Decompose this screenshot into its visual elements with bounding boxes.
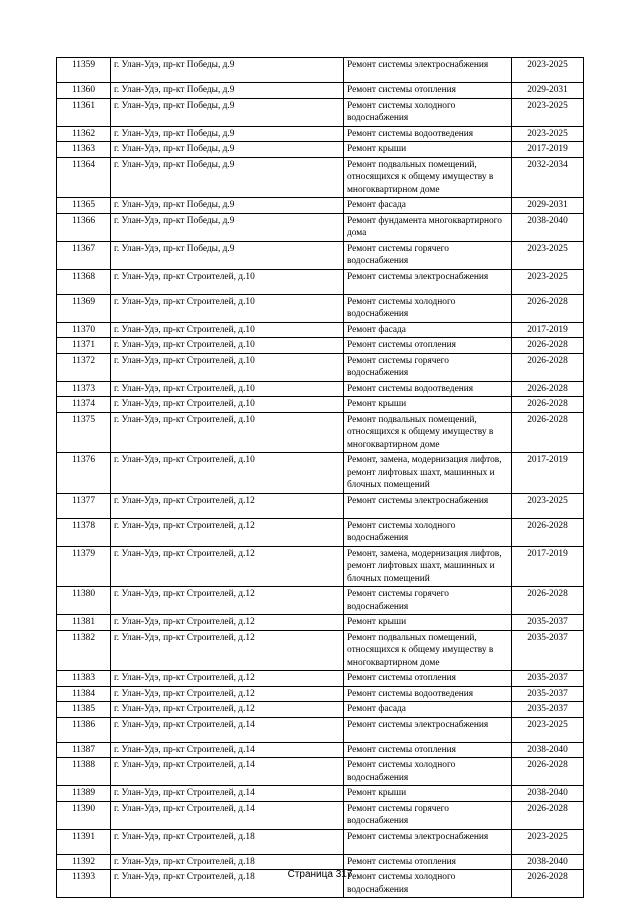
row-id: 11391 — [57, 829, 111, 854]
row-id: 11389 — [57, 786, 111, 802]
row-work-type: Ремонт крыши — [344, 786, 512, 802]
row-address: г. Улан-Удэ, пр-кт Строителей, д.18 — [111, 854, 344, 870]
table-row — [57, 829, 584, 854]
row-address: г. Улан-Удэ, пр-кт Строителей, д.12 — [111, 702, 344, 718]
table-row — [57, 83, 584, 99]
table-body — [57, 58, 584, 898]
row-address: г. Улан-Удэ, пр-кт Строителей, д.14 — [111, 742, 344, 758]
row-years: 2029-2031 — [512, 198, 584, 214]
row-address: г. Улан-Удэ, пр-кт Победы, д.9 — [111, 157, 344, 198]
row-id: 11390 — [57, 801, 111, 829]
row-work-type: Ремонт системы электроснабжения — [344, 269, 512, 294]
row-years: 2023-2025 — [512, 126, 584, 142]
table-row — [57, 397, 584, 413]
row-work-type: Ремонт фасада — [344, 198, 512, 214]
row-address: г. Улан-Удэ, пр-кт Строителей, д.12 — [111, 587, 344, 615]
table-row — [57, 241, 584, 269]
table-row — [57, 546, 584, 587]
row-address: г. Улан-Удэ, пр-кт Строителей, д.12 — [111, 518, 344, 546]
row-years: 2026-2028 — [512, 518, 584, 546]
table-row — [57, 615, 584, 631]
row-address: г. Улан-Удэ, пр-кт Строителей, д.10 — [111, 381, 344, 397]
row-work-type: Ремонт системы отопления — [344, 854, 512, 870]
row-years: 2032-2034 — [512, 157, 584, 198]
row-address: г. Улан-Удэ, пр-кт Победы, д.9 — [111, 58, 344, 83]
row-years: 2023-2025 — [512, 717, 584, 742]
table-row — [57, 453, 584, 494]
row-years: 2038-2040 — [512, 854, 584, 870]
row-id: 11392 — [57, 854, 111, 870]
table-row — [57, 142, 584, 158]
row-id: 11373 — [57, 381, 111, 397]
table-row — [57, 126, 584, 142]
row-id: 11376 — [57, 453, 111, 494]
row-years: 2038-2040 — [512, 213, 584, 241]
row-id: 11382 — [57, 630, 111, 671]
row-work-type: Ремонт системы холодного водоснабжения — [344, 294, 512, 322]
row-id: 11372 — [57, 353, 111, 381]
row-work-type: Ремонт системы электроснабжения — [344, 493, 512, 518]
row-address: г. Улан-Удэ, пр-кт Победы, д.9 — [111, 83, 344, 99]
repair-schedule-table — [56, 57, 584, 898]
row-id: 11375 — [57, 412, 111, 453]
row-years: 2023-2025 — [512, 269, 584, 294]
row-work-type: Ремонт системы электроснабжения — [344, 829, 512, 854]
row-id: 11365 — [57, 198, 111, 214]
row-id: 11374 — [57, 397, 111, 413]
row-id: 11371 — [57, 338, 111, 354]
row-years: 2017-2019 — [512, 453, 584, 494]
row-id: 11379 — [57, 546, 111, 587]
table-row — [57, 213, 584, 241]
row-id: 11370 — [57, 322, 111, 338]
row-work-type: Ремонт системы отопления — [344, 83, 512, 99]
table-row — [57, 671, 584, 687]
row-work-type: Ремонт подвальных помещений, относящихся к общему имуществу в многоквартирном доме — [344, 157, 512, 198]
row-address: г. Улан-Удэ, пр-кт Строителей, д.14 — [111, 758, 344, 786]
row-address: г. Улан-Удэ, пр-кт Строителей, д.10 — [111, 338, 344, 354]
row-id: 11388 — [57, 758, 111, 786]
table-row — [57, 786, 584, 802]
row-years: 2035-2037 — [512, 630, 584, 671]
row-address: г. Улан-Удэ, пр-кт Строителей, д.14 — [111, 786, 344, 802]
row-work-type: Ремонт крыши — [344, 142, 512, 158]
row-years: 2026-2028 — [512, 381, 584, 397]
row-work-type: Ремонт системы холодного водоснабжения — [344, 518, 512, 546]
row-id: 11381 — [57, 615, 111, 631]
table-row — [57, 742, 584, 758]
table-row — [57, 338, 584, 354]
row-id: 11378 — [57, 518, 111, 546]
row-id: 11368 — [57, 269, 111, 294]
row-work-type: Ремонт системы водоотведения — [344, 381, 512, 397]
row-work-type: Ремонт, замена, модернизация лифтов, ремонт лифтовых шахт, машинных и блочных помещений — [344, 453, 512, 494]
row-years: 2023-2025 — [512, 241, 584, 269]
table-row — [57, 157, 584, 198]
table-row — [57, 269, 584, 294]
table-row — [57, 58, 584, 83]
row-id: 11380 — [57, 587, 111, 615]
row-address: г. Улан-Удэ, пр-кт Победы, д.9 — [111, 213, 344, 241]
row-address: г. Улан-Удэ, пр-кт Строителей, д.12 — [111, 615, 344, 631]
row-years: 2026-2028 — [512, 397, 584, 413]
row-years: 2023-2025 — [512, 493, 584, 518]
row-address: г. Улан-Удэ, пр-кт Строителей, д.10 — [111, 322, 344, 338]
row-address: г. Улан-Удэ, пр-кт Строителей, д.10 — [111, 453, 344, 494]
row-work-type: Ремонт фасада — [344, 702, 512, 718]
row-address: г. Улан-Удэ, пр-кт Строителей, д.10 — [111, 269, 344, 294]
row-work-type: Ремонт крыши — [344, 615, 512, 631]
row-years: 2023-2025 — [512, 58, 584, 83]
row-years: 2035-2037 — [512, 686, 584, 702]
row-work-type: Ремонт системы горячего водоснабжения — [344, 801, 512, 829]
row-id: 11363 — [57, 142, 111, 158]
row-work-type: Ремонт системы горячего водоснабжения — [344, 241, 512, 269]
row-years: 2026-2028 — [512, 758, 584, 786]
row-id: 11359 — [57, 58, 111, 83]
table-row — [57, 322, 584, 338]
row-address: г. Улан-Удэ, пр-кт Победы, д.9 — [111, 241, 344, 269]
table-row — [57, 98, 584, 126]
row-id: 11385 — [57, 702, 111, 718]
row-years: 2026-2028 — [512, 801, 584, 829]
row-address: г. Улан-Удэ, пр-кт Победы, д.9 — [111, 126, 344, 142]
row-address: г. Улан-Удэ, пр-кт Строителей, д.10 — [111, 412, 344, 453]
row-address: г. Улан-Удэ, пр-кт Строителей, д.14 — [111, 717, 344, 742]
row-address: г. Улан-Удэ, пр-кт Строителей, д.18 — [111, 870, 344, 898]
row-id: 11366 — [57, 213, 111, 241]
row-work-type: Ремонт системы горячего водоснабжения — [344, 353, 512, 381]
row-years: 2029-2031 — [512, 83, 584, 99]
row-id: 11377 — [57, 493, 111, 518]
row-address: г. Улан-Удэ, пр-кт Строителей, д.14 — [111, 801, 344, 829]
table-row — [57, 518, 584, 546]
row-years: 2026-2028 — [512, 338, 584, 354]
row-id: 11384 — [57, 686, 111, 702]
row-id: 11367 — [57, 241, 111, 269]
row-address: г. Улан-Удэ, пр-кт Строителей, д.10 — [111, 397, 344, 413]
row-years: 2026-2028 — [512, 294, 584, 322]
row-work-type: Ремонт системы холодного водоснабжения — [344, 870, 512, 898]
row-work-type: Ремонт подвальных помещений, относящихся к общему имуществу в многоквартирном доме — [344, 412, 512, 453]
table-row — [57, 854, 584, 870]
row-years: 2017-2019 — [512, 322, 584, 338]
row-years: 2038-2040 — [512, 786, 584, 802]
table-row — [57, 630, 584, 671]
table-row — [57, 686, 584, 702]
row-address: г. Улан-Удэ, пр-кт Победы, д.9 — [111, 98, 344, 126]
row-id: 11362 — [57, 126, 111, 142]
row-years: 2035-2037 — [512, 702, 584, 718]
table-row — [57, 353, 584, 381]
row-address: г. Улан-Удэ, пр-кт Строителей, д.12 — [111, 630, 344, 671]
table-row — [57, 702, 584, 718]
table-row — [57, 587, 584, 615]
row-years: 2023-2025 — [512, 98, 584, 126]
table-row — [57, 294, 584, 322]
row-address: г. Улан-Удэ, пр-кт Победы, д.9 — [111, 198, 344, 214]
row-address: г. Улан-Удэ, пр-кт Строителей, д.12 — [111, 546, 344, 587]
row-years: 2017-2019 — [512, 142, 584, 158]
row-years: 2017-2019 — [512, 546, 584, 587]
row-address: г. Улан-Удэ, пр-кт Строителей, д.12 — [111, 686, 344, 702]
row-id: 11361 — [57, 98, 111, 126]
row-id: 11360 — [57, 83, 111, 99]
row-id: 11386 — [57, 717, 111, 742]
row-years: 2026-2028 — [512, 587, 584, 615]
row-years: 2026-2028 — [512, 870, 584, 898]
row-work-type: Ремонт системы отопления — [344, 742, 512, 758]
row-work-type: Ремонт системы отопления — [344, 671, 512, 687]
row-work-type: Ремонт фундамента многоквартирного дома — [344, 213, 512, 241]
row-id: 11383 — [57, 671, 111, 687]
row-id: 11387 — [57, 742, 111, 758]
row-years: 2026-2028 — [512, 412, 584, 453]
row-work-type: Ремонт системы электроснабжения — [344, 717, 512, 742]
row-work-type: Ремонт, замена, модернизация лифтов, ремонт лифтовых шахт, машинных и блочных помещений — [344, 546, 512, 587]
row-work-type: Ремонт системы электроснабжения — [344, 58, 512, 83]
row-address: г. Улан-Удэ, пр-кт Строителей, д.18 — [111, 829, 344, 854]
row-address: г. Улан-Удэ, пр-кт Победы, д.9 — [111, 142, 344, 158]
row-work-type: Ремонт фасада — [344, 322, 512, 338]
page-number: Страница 317 — [287, 869, 353, 880]
row-years: 2023-2025 — [512, 829, 584, 854]
row-address: г. Улан-Удэ, пр-кт Строителей, д.12 — [111, 493, 344, 518]
table-row — [57, 412, 584, 453]
row-work-type: Ремонт крыши — [344, 397, 512, 413]
row-work-type: Ремонт системы холодного водоснабжения — [344, 758, 512, 786]
row-id: 11393 — [57, 870, 111, 898]
row-address: г. Улан-Удэ, пр-кт Строителей, д.12 — [111, 671, 344, 687]
row-work-type: Ремонт системы водоотведения — [344, 126, 512, 142]
table-row — [57, 801, 584, 829]
table-row — [57, 717, 584, 742]
row-years: 2035-2037 — [512, 671, 584, 687]
row-years: 2035-2037 — [512, 615, 584, 631]
row-work-type: Ремонт системы водоотведения — [344, 686, 512, 702]
table-row — [57, 198, 584, 214]
row-work-type: Ремонт подвальных помещений, относящихся к общему имуществу в многоквартирном доме — [344, 630, 512, 671]
row-id: 11364 — [57, 157, 111, 198]
row-address: г. Улан-Удэ, пр-кт Строителей, д.10 — [111, 353, 344, 381]
row-work-type: Ремонт системы горячего водоснабжения — [344, 587, 512, 615]
table-row — [57, 493, 584, 518]
table-row — [57, 381, 584, 397]
row-id: 11369 — [57, 294, 111, 322]
row-years: 2026-2028 — [512, 353, 584, 381]
row-work-type: Ремонт системы холодного водоснабжения — [344, 98, 512, 126]
row-years: 2038-2040 — [512, 742, 584, 758]
row-work-type: Ремонт системы отопления — [344, 338, 512, 354]
row-address: г. Улан-Удэ, пр-кт Строителей, д.10 — [111, 294, 344, 322]
table-row — [57, 758, 584, 786]
